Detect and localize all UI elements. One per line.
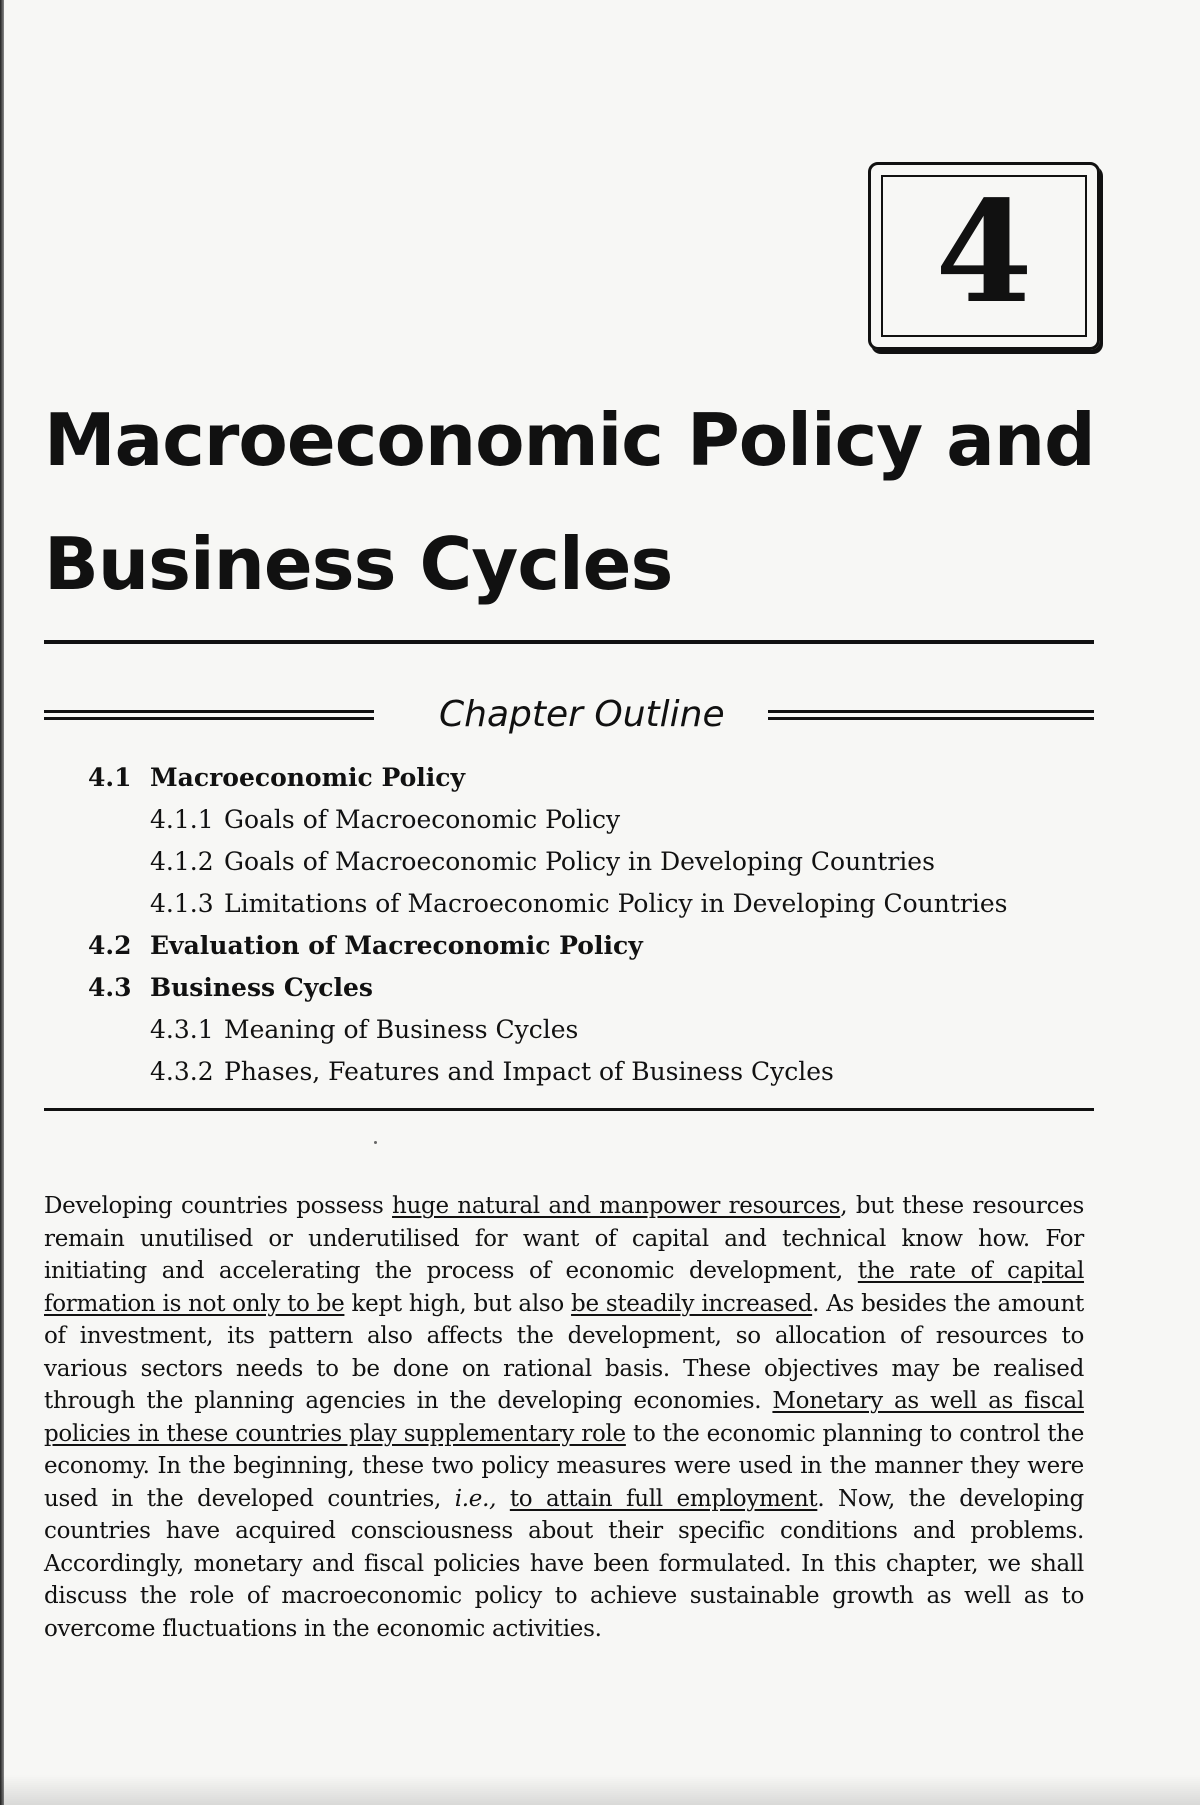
chapter-title-line-1: Macroeconomic Policy and bbox=[44, 398, 1095, 482]
chapter-outline-heading: Chapter Outline bbox=[439, 694, 725, 735]
outline-divider bbox=[44, 1108, 1094, 1111]
outline-item-label: Business Cycles bbox=[150, 973, 373, 1002]
outline-item-number: 4.3 bbox=[88, 973, 132, 1002]
outline-item-number: 4.1.3 bbox=[150, 889, 214, 918]
outline-item-4-3-2 bbox=[150, 1052, 834, 1092]
text-segment: , but these resources remain unutilised or underutilised for want of capital and technical know how. For initiating and accelerating the process of economic development, bbox=[44, 1193, 1085, 1284]
chapter-title bbox=[44, 378, 1104, 626]
print-speck bbox=[374, 1141, 377, 1144]
page-left-edge bbox=[0, 0, 4, 1805]
chapter-outline-header bbox=[44, 688, 1094, 744]
outline-item-number: 4.1.2 bbox=[150, 847, 214, 876]
text-segment: . As besides the amount of investment, its pattern also affects the development, so allocation of resources to various sectors needs to be done on rational basis. These objectives may be realised through the planning agencies in the developing economies. bbox=[44, 1290, 1084, 1414]
outline-item-4-3-1 bbox=[150, 1010, 578, 1050]
outline-item-number: 4.3.1 bbox=[150, 1015, 214, 1044]
underlined-phrase: to attain full employment bbox=[509, 1485, 818, 1512]
outline-item-4-1-3 bbox=[150, 884, 1007, 924]
outline-rule-left bbox=[44, 710, 374, 720]
page-bottom-shadow bbox=[0, 1775, 1200, 1805]
underlined-phrase: be steadily increased bbox=[571, 1290, 813, 1317]
text-segment: Developing countries possess bbox=[44, 1193, 393, 1219]
outline-item-label: Meaning of Business Cycles bbox=[224, 1015, 579, 1044]
outline-item-label: Limitations of Macroeconomic Policy in Developing Countries bbox=[224, 889, 1008, 918]
text-segment bbox=[496, 1486, 510, 1512]
underlined-phrase: huge natural and manpower resources bbox=[392, 1193, 841, 1219]
underlined-phrase: the rate of capital formation is not only to be bbox=[44, 1258, 1085, 1317]
outline-rule-right bbox=[768, 710, 1094, 720]
outline-item-label: Goals of Macroeconomic Policy in Developing Countries bbox=[224, 847, 935, 876]
outline-item-number: 4.1.1 bbox=[150, 805, 214, 834]
text-segment: to the economic planning to control the economy. In the beginning, these two policy measures were used in the manner they were used in the developed countries, bbox=[44, 1420, 1085, 1512]
chapter-number-frame bbox=[881, 171, 1087, 337]
italic-abbreviation: i.e., bbox=[454, 1485, 497, 1512]
outline-item-number: 4.2 bbox=[88, 931, 132, 960]
outline-item-4-1-2 bbox=[150, 842, 935, 882]
intro-paragraph-text bbox=[44, 1190, 1084, 1645]
outline-item-label: Evaluation of Macreconomic Policy bbox=[150, 931, 643, 960]
outline-item-number: 4.1 bbox=[88, 763, 132, 792]
intro-paragraph bbox=[44, 1190, 1084, 1645]
outline-item-number: 4.3.2 bbox=[150, 1057, 214, 1086]
underlined-phrase: Monetary as well as fiscal policies in these countries play supplementary role bbox=[44, 1388, 1084, 1447]
outline-item-4-1 bbox=[88, 758, 465, 798]
outline-item-label: Goals of Macroeconomic Policy bbox=[224, 805, 621, 834]
outline-item-4-3 bbox=[88, 968, 373, 1008]
title-divider bbox=[44, 640, 1094, 644]
outline-item-4-2 bbox=[88, 926, 643, 966]
outline-item-4-1-1 bbox=[150, 800, 620, 840]
outline-item-label: Macroeconomic Policy bbox=[150, 763, 466, 792]
chapter-number-box bbox=[868, 162, 1100, 350]
text-segment: . Now, the developing countries have acquired consciousness about their specific conditions and problems. Accordingly, monetary and fiscal policies have been formulated. In this chapter, we shall discuss the role of macroeconomic policy to achieve sustainable growth as well as to overcome fluctuations in the economic activities. bbox=[44, 1485, 1084, 1642]
outline-item-label: Phases, Features and Impact of Business Cycles bbox=[224, 1057, 834, 1086]
chapter-number: 4 bbox=[935, 171, 1033, 335]
chapter-title-line-2: Business Cycles bbox=[44, 522, 673, 606]
text-segment: kept high, but also bbox=[344, 1290, 572, 1317]
